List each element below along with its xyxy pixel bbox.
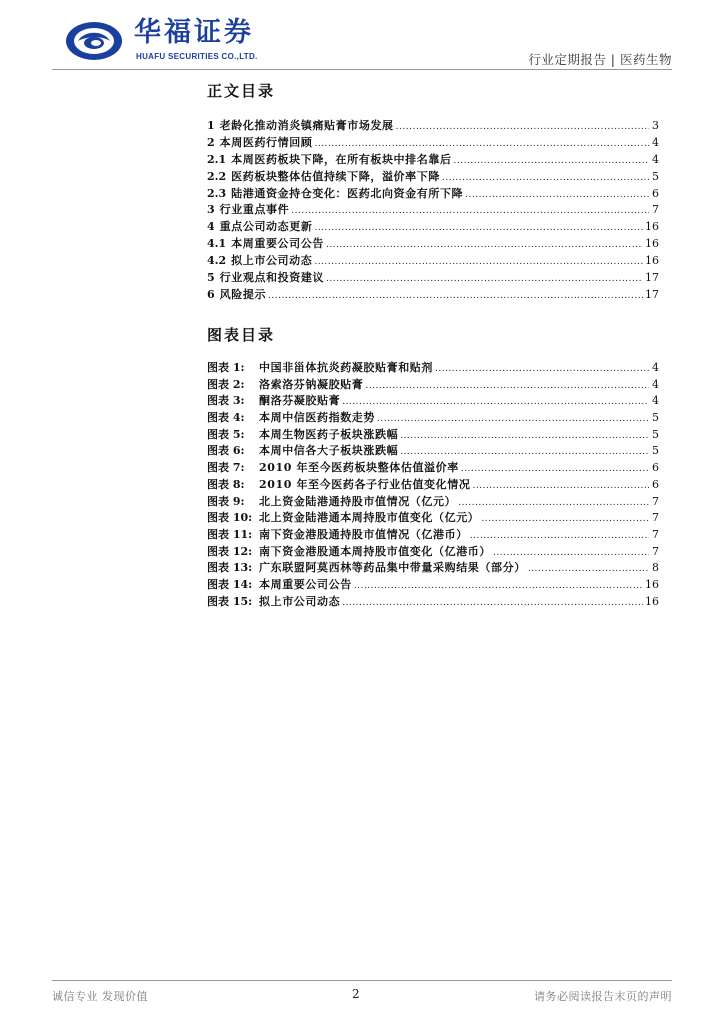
- dot-leader: [377, 411, 649, 428]
- footer-disclaimer: 请务必阅读报告末页的声明: [534, 990, 672, 1003]
- toc-entry[interactable]: [207, 152, 659, 169]
- footer-divider: [52, 980, 672, 981]
- figure-entry-page: 16: [645, 594, 659, 608]
- toc-entry-number: 2.2: [207, 169, 227, 183]
- figure-entry[interactable]: [207, 510, 659, 527]
- dot-leader: [454, 153, 649, 170]
- figure-entry-number: 图表 5:: [207, 427, 245, 441]
- figure-entry-page: 7: [652, 494, 659, 508]
- page-header: [0, 0, 724, 70]
- figure-entry-page: 7: [652, 527, 659, 541]
- brand-name-en: HUAFU SECURITIES CO.,LTD.: [136, 52, 258, 61]
- figure-entry-number: 图表 15:: [207, 594, 253, 608]
- toc-entry-page: 4: [652, 152, 659, 166]
- figure-entry-page: 4: [652, 377, 659, 391]
- figure-entry-number: 图表 11:: [207, 527, 253, 541]
- dot-leader: [461, 461, 649, 478]
- toc-entry-number: 5: [207, 271, 215, 285]
- dot-leader: [472, 478, 649, 495]
- toc-entry-page: 16: [645, 237, 659, 251]
- figure-entry-text: 北上资金陆港通持股市值情况（亿元）: [259, 494, 457, 508]
- toc-entry[interactable]: [207, 118, 659, 135]
- figure-entry-text: 本周重要公司公告: [259, 577, 352, 591]
- toc-entry-text: 风险提示: [219, 287, 267, 301]
- figure-entry-number: 图表 7:: [207, 461, 245, 475]
- header-divider: [52, 69, 672, 70]
- figure-entry-text: 酮洛芬凝胶贴膏: [259, 394, 341, 408]
- figure-entry[interactable]: [207, 594, 659, 611]
- dot-leader: [326, 271, 643, 288]
- brand-name-cn: 华福证券: [134, 17, 254, 48]
- dot-leader: [268, 288, 643, 305]
- figure-entry[interactable]: [207, 494, 659, 511]
- toc-entry-page: 17: [645, 287, 659, 301]
- dot-leader: [470, 528, 649, 545]
- toc-entry-number: 2: [207, 135, 215, 149]
- dot-leader: [314, 254, 643, 271]
- toc-entry-page: 16: [645, 220, 659, 234]
- toc-entry-text: 重点公司动态更新: [219, 220, 313, 234]
- figure-entry-number: 图表 9:: [207, 494, 245, 508]
- figure-entry[interactable]: [207, 560, 659, 577]
- figure-entry-page: 7: [652, 544, 659, 558]
- toc-entry-text: 本周医药行情回顾: [219, 135, 313, 149]
- dot-leader: [396, 119, 649, 136]
- figure-entry-page: 7: [652, 511, 659, 525]
- toc-entry-number: 6: [207, 287, 215, 301]
- figure-entry-text: 拟上市公司动态: [259, 594, 341, 608]
- toc-entry-text: 老龄化推动消炎镇痛贴膏市场发展: [219, 119, 394, 132]
- figure-entry[interactable]: [207, 377, 659, 394]
- toc-entry[interactable]: [207, 219, 659, 236]
- figure-entry-number: 图表 8:: [207, 477, 245, 491]
- figure-entry-page: 5: [652, 411, 659, 425]
- figure-entry[interactable]: [207, 443, 659, 460]
- dot-leader: [400, 428, 649, 445]
- dot-leader: [342, 394, 649, 411]
- toc-entry-text: 本周重要公司公告: [231, 237, 324, 251]
- toc-entry-text: 医药板块整体估值持续下降，溢价率下降: [231, 169, 440, 183]
- toc-entry-number: 1: [207, 119, 215, 132]
- figure-entry-text: 洛索洛芬钠凝胶贴膏: [259, 377, 364, 391]
- dot-leader: [528, 561, 649, 578]
- dot-leader: [354, 578, 643, 595]
- figure-entry[interactable]: [207, 360, 659, 377]
- toc-entry[interactable]: [207, 270, 659, 287]
- toc-entry-text: 行业观点和投资建议: [219, 271, 325, 285]
- dot-leader: [314, 136, 649, 153]
- figure-entry-page: 4: [652, 361, 659, 374]
- figure-entry-page: 6: [652, 477, 659, 491]
- footer-slogan: 诚信专业 发现价值: [52, 990, 148, 1003]
- toc-title: 正文目录: [207, 82, 276, 100]
- figure-entry-number: 图表 3:: [207, 394, 245, 408]
- figure-entry[interactable]: [207, 410, 659, 427]
- dot-leader: [342, 595, 643, 612]
- figure-entry-text: 南下资金港股通本周持股市值变化（亿港币）: [259, 544, 491, 558]
- dot-leader: [365, 378, 649, 395]
- figure-entry-text: 北上资金陆港通本周持股市值变化（亿元）: [259, 511, 480, 525]
- toc-entry-number: 4.2: [207, 254, 227, 268]
- toc-entry-page: 4: [652, 135, 659, 149]
- toc-entry-page: 17: [645, 271, 659, 285]
- figure-entry-text: 本周生物医药子板块涨跌幅: [259, 427, 399, 441]
- figure-entry-number: 图表 2:: [207, 377, 245, 391]
- toc-entry-number: 3: [207, 203, 215, 217]
- figure-entry-text: 中国非甾体抗炎药凝胶贴膏和贴剂: [259, 361, 433, 374]
- toc-entry-page: 16: [645, 254, 659, 268]
- figure-entry-text: 本周中信各大子板块涨跌幅: [259, 444, 399, 458]
- toc-entry-text: 行业重点事件: [219, 203, 290, 217]
- toc-entry-page: 5: [652, 169, 659, 183]
- figure-entry-page: 16: [645, 577, 659, 591]
- figure-entry-text: 广东联盟阿莫西林等药品集中带量采购结果（部分）: [259, 561, 526, 575]
- dot-leader: [465, 187, 649, 204]
- toc-entry[interactable]: [207, 253, 659, 270]
- figure-entry-number: 图表 12:: [207, 544, 253, 558]
- figure-list: [207, 360, 659, 610]
- figure-entry[interactable]: [207, 393, 659, 410]
- figure-entry-number: 图表 6:: [207, 444, 245, 458]
- figure-entry-number: 图表 14:: [207, 577, 253, 591]
- figure-entry-text: 南下资金港股通持股市值情况（亿港币）: [259, 527, 468, 541]
- toc-entry-page: 6: [652, 186, 659, 200]
- figure-entry-text: 2010 年至今医药板块整体估值溢价率: [259, 461, 459, 475]
- toc-entry-page: 7: [652, 203, 659, 217]
- figure-entry[interactable]: [207, 460, 659, 477]
- figure-entry-page: 6: [652, 461, 659, 475]
- toc-entry-text: 陆港通资金持仓变化：医药北向资金有所下降: [231, 186, 464, 200]
- figure-entry-text: 2010 年至今医药各子行业估值变化情况: [259, 477, 471, 491]
- figure-entry[interactable]: [207, 544, 659, 561]
- figure-entry-page: 8: [652, 561, 659, 575]
- figure-list-title: 图表目录: [207, 326, 276, 344]
- dot-leader: [326, 237, 643, 254]
- dot-leader: [435, 361, 649, 378]
- figure-entry[interactable]: [207, 527, 659, 544]
- toc-list: [207, 118, 659, 304]
- toc-entry[interactable]: [207, 287, 659, 304]
- toc-entry[interactable]: [207, 236, 659, 253]
- dot-leader: [314, 220, 643, 237]
- toc-entry-text: 本周医药板块下降，在所有板块中排名靠后: [231, 152, 452, 166]
- dot-leader: [481, 511, 649, 528]
- figure-entry-number: 图表 4:: [207, 411, 245, 425]
- figure-entry-text: 本周中信医药指数走势: [259, 411, 375, 425]
- toc-entry-number: 4.1: [207, 237, 227, 251]
- toc-entry-page: 3: [652, 119, 659, 132]
- figure-entry-page: 5: [652, 427, 659, 441]
- toc-entry-text: 拟上市公司动态: [231, 254, 313, 268]
- toc-entry-number: 2.3: [207, 186, 227, 200]
- figure-entry-number: 图表 13:: [207, 561, 253, 575]
- toc-entry-number: 2.1: [207, 152, 227, 166]
- report-category: 行业定期报告 | 医药生物: [528, 52, 672, 67]
- dot-leader: [458, 495, 649, 512]
- figure-entry[interactable]: [207, 477, 659, 494]
- toc-entry[interactable]: [207, 202, 659, 219]
- figure-entry-page: 4: [652, 394, 659, 408]
- figure-entry[interactable]: [207, 577, 659, 594]
- figure-entry-page: 5: [652, 444, 659, 458]
- dot-leader: [400, 444, 649, 461]
- toc-entry-number: 4: [207, 220, 215, 234]
- figure-entry-number: 图表 1:: [207, 361, 245, 374]
- toc-entry[interactable]: [207, 169, 659, 186]
- page-number: 2: [352, 987, 360, 1001]
- figure-entry-number: 图表 10:: [207, 511, 253, 525]
- dot-leader: [493, 545, 649, 562]
- figure-entry[interactable]: [207, 427, 659, 444]
- huafu-logo-icon: [64, 20, 124, 62]
- dot-leader: [291, 203, 649, 220]
- dot-leader: [442, 170, 649, 187]
- toc-entry[interactable]: [207, 135, 659, 152]
- toc-entry[interactable]: [207, 186, 659, 203]
